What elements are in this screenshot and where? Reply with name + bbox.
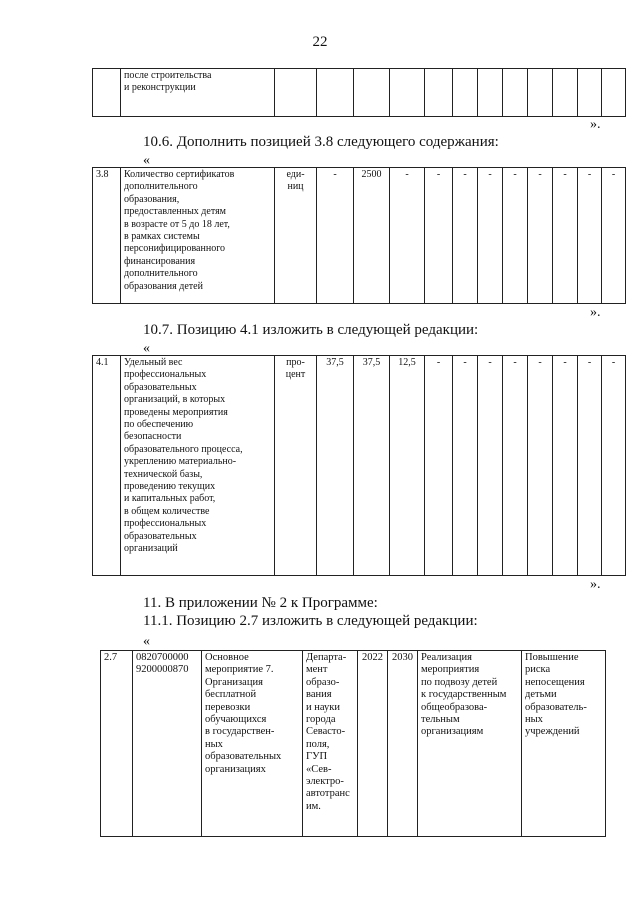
- table-4-1: [92, 355, 626, 576]
- table-top-cell: [453, 69, 478, 117]
- closing-quote-top: ».: [590, 117, 601, 132]
- row-2-7-year-end: 2030: [388, 651, 418, 837]
- row-3-8-value: -: [317, 168, 354, 304]
- table-top-cell: [390, 69, 425, 117]
- heading-11-1: 11.1. Позицию 2.7 изложить в следующей редакции:: [143, 613, 478, 629]
- row-4-1-value: -: [578, 356, 602, 576]
- row-2-7-year-start: 2022: [358, 651, 388, 837]
- row-4-1-value: 37,5: [354, 356, 390, 576]
- row-4-1-value: -: [425, 356, 453, 576]
- table-top-num: [93, 69, 121, 117]
- row-4-1-value: -: [602, 356, 626, 576]
- row-3-8-label: Количество сертификатов дополнительного образования, предоставленных детям в возрасте от 5 до 18 лет, в рамках системы персонифицированного финансирования дополнительного образования детей: [121, 168, 275, 304]
- row-4-1-value: -: [478, 356, 503, 576]
- row-4-1-label: Удельный вес профессиональных образовательных организаций, в которых проведены мероприятия по обеспечению безопасности образовательного процесса, укреплению материально- технической базы, проведению текущих и капитальных работ, в общем количестве профессиональных образовательных организаций: [121, 356, 275, 576]
- row-3-8-value: -: [553, 168, 578, 304]
- row-4-1-value: -: [528, 356, 553, 576]
- row-4-1-num: 4.1: [93, 356, 121, 576]
- open-quote-11-1: «: [143, 634, 150, 649]
- table-3-8: [92, 167, 626, 304]
- row-3-8-num: 3.8: [93, 168, 121, 304]
- row-2-7-result: Повышение риска непосещения детьми образователь- ных учреждений: [522, 651, 606, 837]
- table-top-cell: [578, 69, 602, 117]
- open-quote-10-7: «: [143, 341, 150, 356]
- heading-11: 11. В приложении № 2 к Программе:: [143, 595, 378, 611]
- row-3-8-value: -: [578, 168, 602, 304]
- row-3-8-value: -: [503, 168, 528, 304]
- row-4-1-value: -: [503, 356, 528, 576]
- row-4-1-unit: про- цент: [275, 356, 317, 576]
- closing-quote-10-6: ».: [590, 305, 601, 320]
- table-top: [92, 68, 626, 117]
- table-top-cell: [425, 69, 453, 117]
- table-top-unit: [275, 69, 317, 117]
- table-top-cell: [503, 69, 528, 117]
- table-top-cell: [478, 69, 503, 117]
- row-2-7-codes: 0820700000 9200000870: [133, 651, 202, 837]
- row-3-8-value: -: [528, 168, 553, 304]
- table-top-cell: [602, 69, 626, 117]
- row-2-7-measure: Основное мероприятие 7. Организация бесплатной перевозки обучающихся в государствен- ных образовательных организациях: [202, 651, 303, 837]
- row-3-8-unit: еди- ниц: [275, 168, 317, 304]
- table-top-cell: [317, 69, 354, 117]
- row-4-1-value: -: [553, 356, 578, 576]
- heading-10-6: 10.6. Дополнить позицией 3.8 следующего содержания:: [143, 134, 499, 150]
- row-3-8-value: -: [453, 168, 478, 304]
- row-3-8-value: 2500: [354, 168, 390, 304]
- row-3-8-value: -: [390, 168, 425, 304]
- row-3-8-value: -: [425, 168, 453, 304]
- row-3-8-value: -: [602, 168, 626, 304]
- row-4-1-value: 37,5: [317, 356, 354, 576]
- page-number: 22: [312, 34, 328, 50]
- open-quote-10-6: «: [143, 153, 150, 168]
- table-top-label: после строительства и реконструкции: [121, 69, 275, 117]
- row-4-1-value: 12,5: [390, 356, 425, 576]
- closing-quote-10-7: ».: [590, 577, 601, 592]
- row-4-1-value: -: [453, 356, 478, 576]
- heading-10-7: 10.7. Позицию 4.1 изложить в следующей редакции:: [143, 322, 479, 338]
- table-top-cell: [553, 69, 578, 117]
- row-2-7-num: 2.7: [101, 651, 133, 837]
- row-2-7-description: Реализация мероприятия по подвозу детей к государственным общеобразова- тельным организациям: [418, 651, 522, 837]
- row-2-7-executor: Департа- мент образо- вания и науки города Севасто- поля, ГУП «Сев- электро- автотранс им.: [303, 651, 358, 837]
- table-2-7: [100, 650, 606, 837]
- row-3-8-value: -: [478, 168, 503, 304]
- table-top-cell: [354, 69, 390, 117]
- table-top-cell: [528, 69, 553, 117]
